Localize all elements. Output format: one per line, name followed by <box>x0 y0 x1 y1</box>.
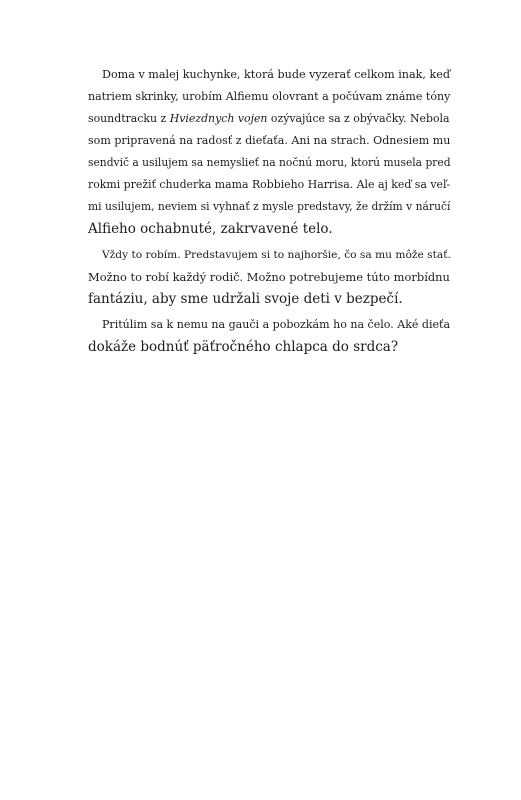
text-line: natriem skrinky, urobím Alfiemu olovrant a počúvam známe tóny <box>88 90 451 103</box>
paragraph-3 <box>74 314 451 358</box>
text-line: Možno to robí každý rodič. Možno potrebujeme túto morbídnu <box>88 270 450 284</box>
text-line: mi usilujem, neviem si vyhnať z mysle predstavy, že držím v náručí <box>88 200 451 213</box>
text-line <box>74 108 448 130</box>
italic-title: Hviezdnych vojen <box>169 112 268 125</box>
text-line: dokáže bodnúť päťročného chlapca do srdca? <box>88 339 399 355</box>
text-line: Doma v malej kuchynke, ktorá bude vyzerať celkom inak, keď <box>102 68 451 81</box>
body-text <box>74 64 451 362</box>
text-line: Pritúlim sa k nemu na gauči a pobozkám ho na čelo. Aké dieťa <box>102 318 451 331</box>
paragraph-1 <box>74 64 451 240</box>
paragraph-2 <box>74 244 451 310</box>
text-line: fantáziu, aby sme udržali svoje deti v bezpečí. <box>88 291 403 307</box>
text-span: ozývajúce sa z obývačky. Nebola <box>267 112 450 125</box>
text-line: Alfieho ochabnuté, zakrvavené telo. <box>88 221 333 237</box>
text-line: rokmi prežiť chuderka mama Robbieho Harrisa. Ale aj keď sa veľ- <box>88 178 451 191</box>
text-line: som pripravená na radosť z dieťaťa. Ani na strach. Odnesiem mu <box>88 134 451 147</box>
text-line: Vždy to robím. Predstavujem si to najhoršie, čo sa mu môže stať. <box>102 248 451 261</box>
text-span: soundtracku z <box>88 112 170 125</box>
text-line: sendvič a usilujem sa nemyslieť na nočnú moru, ktorú musela pred <box>88 156 451 169</box>
